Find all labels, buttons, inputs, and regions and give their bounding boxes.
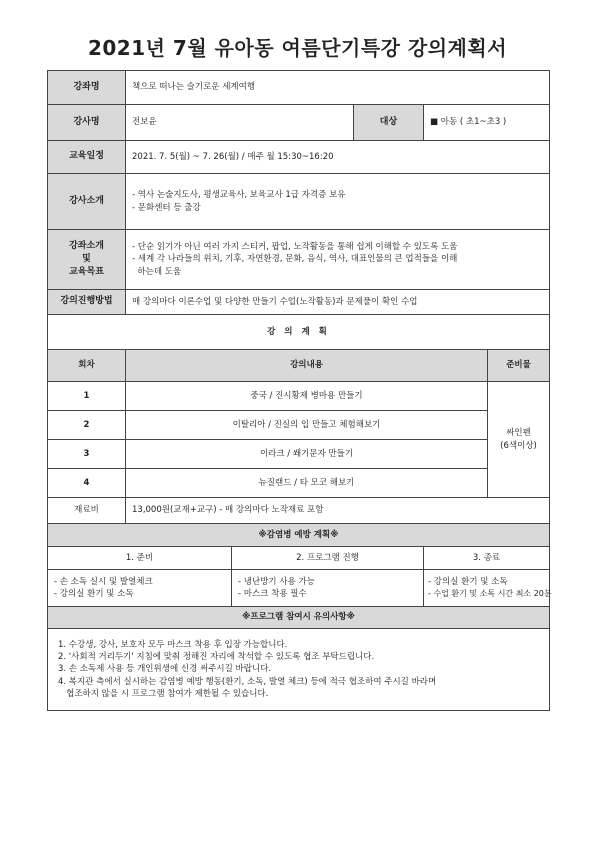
goal-line: - 단순 읽기가 아닌 여러 가지 스티커, 팝업, 노작활동을 통해 쉽게 이해할 수 있도록 도움 [132,242,458,253]
lecture-plan-table [47,70,550,711]
session-no: 2 [48,411,126,440]
prevention-end-detail [424,570,550,607]
plan-section-title: 강 의 계 획 [48,315,550,350]
prevention-line: - 냉난방기 사용 가능 [238,576,315,587]
instructor-row [48,105,550,141]
prevention-detail-row [48,570,550,607]
prevention-col-prepare: 1. 준비 [48,547,232,570]
materials-line: 싸인펜 [506,428,531,439]
prevention-title: ※감염병 예방 계획※ [48,524,550,547]
course-value: 책으로 떠나는 슬기로운 세계여행 [126,71,550,105]
intro-label: 강사소개 [48,174,126,230]
intro-row [48,174,550,230]
schedule-row [48,141,550,174]
plan-column-header [48,350,550,382]
fee-row [48,498,550,524]
notice-body [48,629,550,711]
prevention-line: - 수업 환기 및 소독 시간 최소 20분 [428,589,552,599]
session-no: 1 [48,382,126,411]
prevention-progress-detail [232,570,424,607]
col-content: 강의내용 [126,350,488,382]
target-value: ■ 아동 ( 초1~초3 ) [424,105,550,141]
materials-value [488,382,550,498]
prevention-col-end: 3. 종료 [424,547,550,570]
session-content: 이탈리아 / 진실의 입 만들고 체험해보기 [126,411,488,440]
col-materials: 준비물 [488,350,550,382]
method-label: 강의진행방법 [48,290,126,315]
notice-title: ※프로그램 참여시 유의사항※ [48,607,550,629]
instructor-value: 전보윤 [126,105,354,141]
notice-row [48,629,550,711]
goal-value [126,230,550,290]
schedule-value: 2021. 7. 5(월) ~ 7. 26(월) / 매주 월 15:30~16:20 [126,141,550,174]
table-row [48,382,550,411]
table-row [48,469,550,498]
plan-section-header [48,315,550,350]
goal-label-line: 및 [82,253,91,264]
goal-line: 하는데 도움 [132,266,182,277]
session-no: 4 [48,469,126,498]
fee-value: 13,000원(교재+교구) - 매 강의마다 노작재료 포함 [126,498,550,524]
prevention-prepare-detail [48,570,232,607]
fee-label: 재료비 [48,498,126,524]
session-content: 뉴질랜드 / 타 모코 해보기 [126,469,488,498]
session-no: 3 [48,440,126,469]
prevention-column-header [48,547,550,570]
col-session: 회차 [48,350,126,382]
prevention-col-progress: 2. 프로그램 진행 [232,547,424,570]
notice-header [48,607,550,629]
goal-label [48,230,126,290]
prevention-line: - 손 소독 실시 및 발열체크 [54,576,153,587]
prevention-line: - 강의실 환기 및 소독 [428,577,508,588]
goal-label-line: 교육목표 [69,267,104,278]
method-value: 매 강의마다 이론수업 및 다양한 만들기 수업(노작활동)과 문제풀이 확인 수업 [126,290,550,315]
course-label: 강좌명 [48,71,126,105]
intro-value [126,174,550,230]
document-title: 2021년 7월 유아동 여름단기특강 강의계획서 [87,36,508,60]
method-row [48,290,550,315]
notice-line: 4. 복지관 측에서 실시하는 감염병 예방 행동(환기, 소독, 발열 체크) 등에 적극 협조하여 주시길 바라며 [58,676,437,687]
prevention-line: - 강의실 환기 및 소독 [54,589,134,599]
notice-line: 3. 손 소독제 사용 등 개인위생에 신경 써주시길 바랍니다. [58,664,272,675]
goal-line: - 세계 각 나라들의 위치, 기후, 자연환경, 문화, 음식, 역사, 대표인물의 큰 업적들을 이해 [132,254,458,265]
prevention-line: - 마스크 착용 필수 [238,589,307,599]
notice-line: 협조하지 않을 시 프로그램 참여가 제한될 수 있습니다. [58,688,269,699]
table-row [48,411,550,440]
materials-line: (6색이상) [500,440,537,451]
notice-line: 1. 수강생, 강사, 보호자 모두 마스크 착용 후 입장 가능합니다. [58,639,288,650]
notice-line: 2. '사회적 거리두기' 지침에 맞춰 정해진 자리에 착석할 수 있도록 협조 부탁드립니다. [58,652,375,663]
goal-row [48,230,550,290]
course-row [48,71,550,105]
intro-line: - 역사 논술지도사, 평생교육사, 보육교사 1급 자격증 보유 [132,190,346,201]
table-row [48,440,550,469]
session-content: 중국 / 진시황제 병마용 만들기 [126,382,488,411]
prevention-header [48,524,550,547]
session-content: 이라크 / 쐐기문자 만들기 [126,440,488,469]
intro-line: - 문화센터 등 출강 [132,202,201,213]
schedule-label: 교육일정 [48,141,126,174]
goal-label-line: 강좌소개 [69,240,104,251]
instructor-label: 강사명 [48,105,126,141]
target-label: 대상 [354,105,424,141]
